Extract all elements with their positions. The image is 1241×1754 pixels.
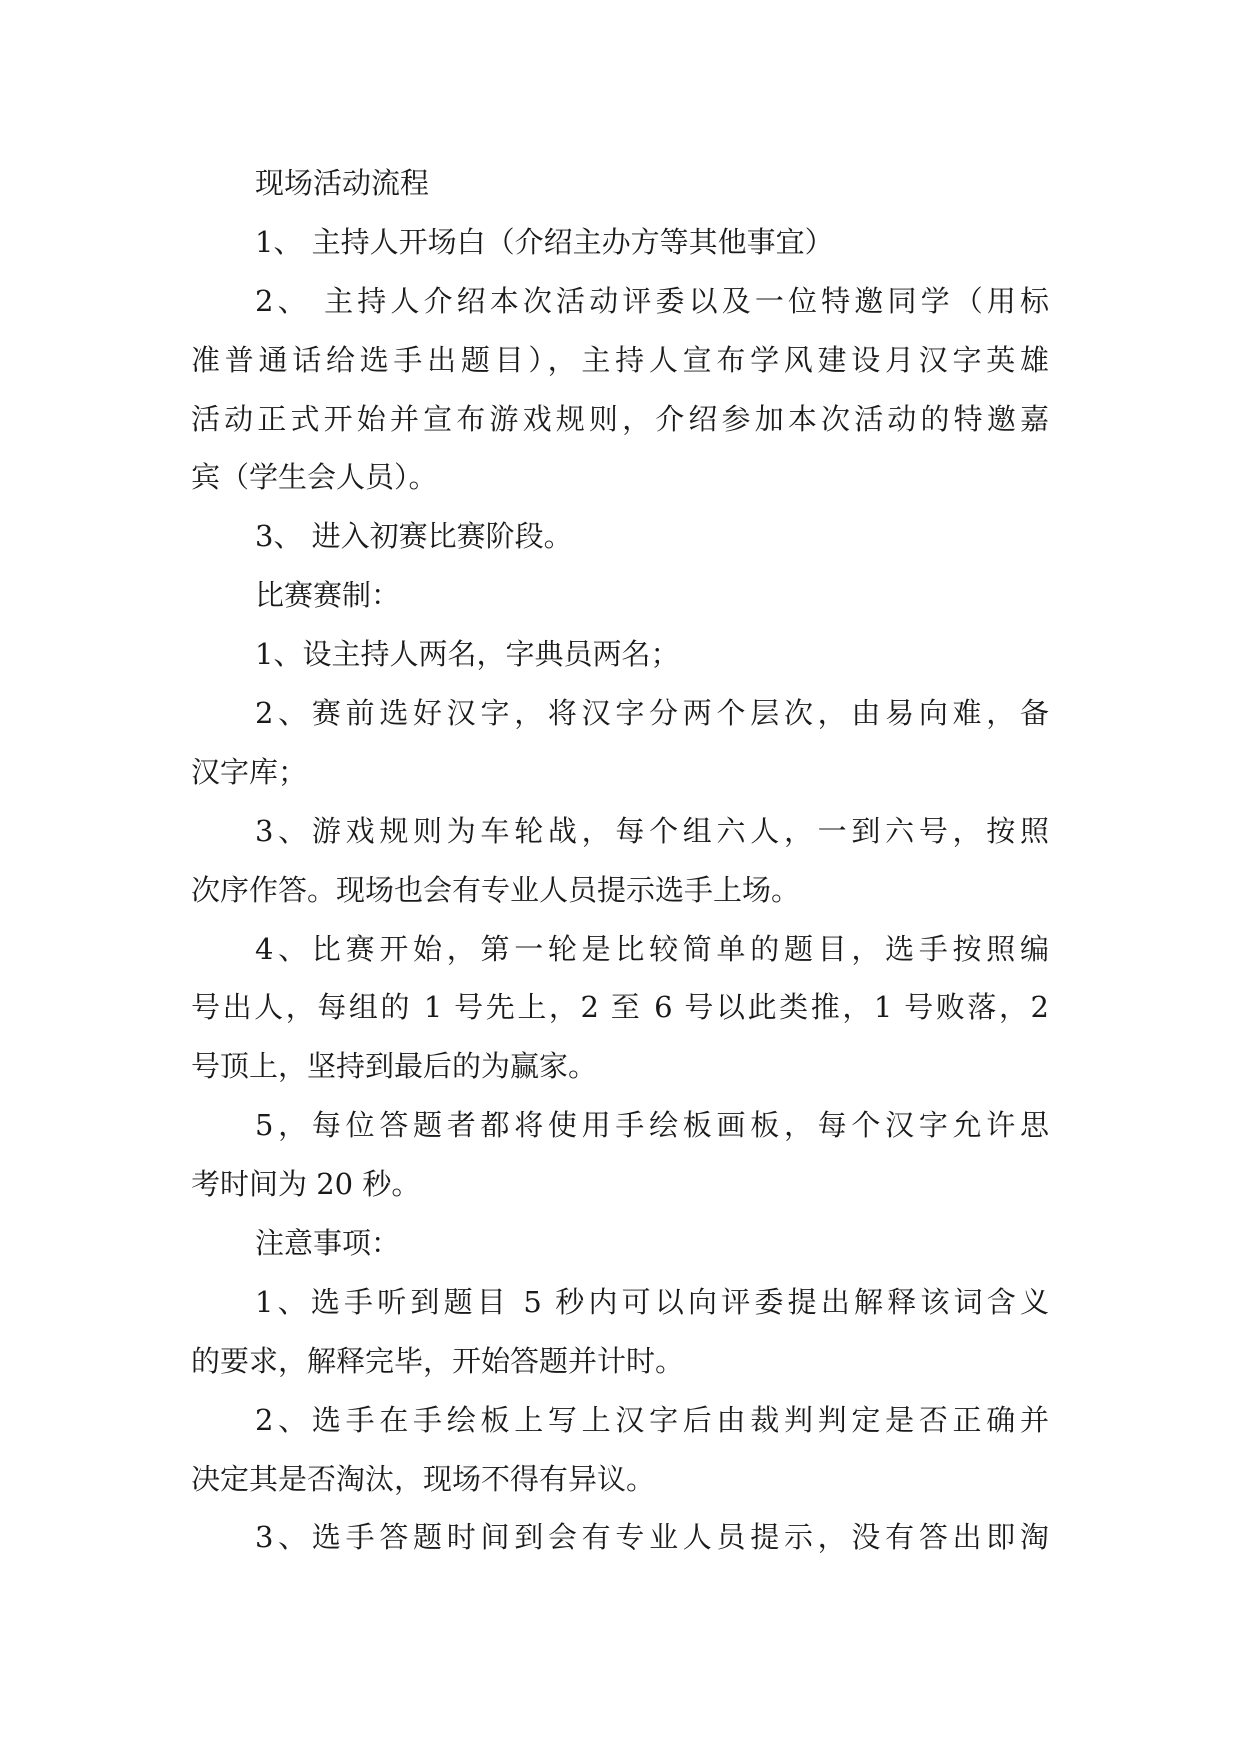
paragraph-line: 号出人，每组的 1 号先上，2 至 6 号以此类推，1 号败落，2	[191, 990, 1049, 1025]
paragraph-line: 决定其是否淘汰，现场不得有异议。	[191, 1461, 656, 1496]
paragraph-line: 2、 主持人介绍本次活动评委以及一位特邀同学（用标	[255, 283, 1049, 318]
paragraph-line: 5，每位答题者都将使用手绘板画板，每个汉字允许思	[255, 1108, 1049, 1143]
paragraph-line: 2、选手在手绘板上写上汉字后由裁判判定是否正确并	[255, 1402, 1049, 1437]
paragraph-line: 汉字库；	[191, 754, 308, 789]
paragraph-line: 4、比赛开始，第一轮是比较简单的题目，选手按照编	[255, 931, 1049, 966]
section-title-flow: 现场活动流程	[255, 166, 430, 200]
paragraph-line: 的要求，解释完毕，开始答题并计时。	[191, 1343, 685, 1378]
paragraph-line: 号顶上，坚持到最后的为赢家。	[191, 1049, 598, 1084]
paragraph-line: 次序作答。现场也会有专业人员提示选手上场。	[191, 872, 801, 907]
paragraph-line: 准普通话给选手出题目），主持人宣布学风建设月汉字英雄	[191, 342, 1049, 377]
paragraph-line: 3、选手答题时间到会有专业人员提示，没有答出即淘	[255, 1520, 1049, 1555]
paragraph-line: 3、游戏规则为车轮战，每个组六人，一到六号，按照	[255, 813, 1049, 848]
document-body	[191, 154, 1049, 1567]
paragraph-line: 1、选手听到题目 5 秒内可以向评委提出解释该词含义	[255, 1284, 1049, 1319]
paragraph-line: 考时间为 20 秒。	[191, 1167, 421, 1202]
paragraph-line: 1、设主持人两名，字典员两名；	[255, 637, 680, 672]
section-title-rules: 比赛赛制：	[255, 578, 401, 613]
paragraph-line: 3、 进入初赛比赛阶段。	[255, 519, 573, 554]
section-title-notes: 注意事项：	[255, 1226, 401, 1261]
paragraph-line: 活动正式开始并宣布游戏规则，介绍参加本次活动的特邀嘉	[191, 401, 1049, 436]
paragraph-line: 1、 主持人开场白（介绍主办方等其他事宜）	[255, 224, 834, 259]
paragraph-line: 宾（学生会人员）。	[191, 460, 438, 495]
paragraph-line: 2、赛前选好汉字，将汉字分两个层次，由易向难，备	[255, 696, 1049, 731]
